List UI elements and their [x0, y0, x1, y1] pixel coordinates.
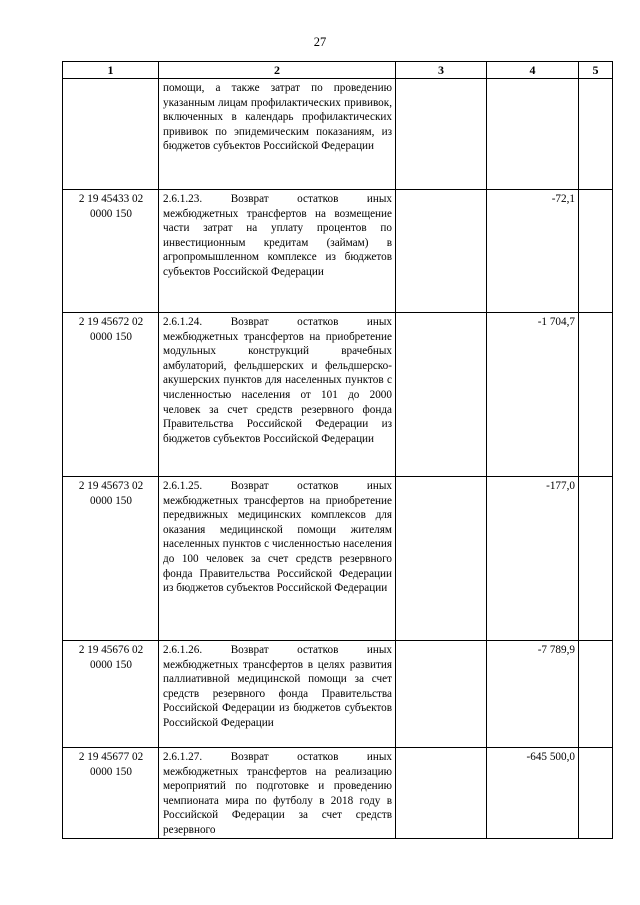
amount-cell: -7 789,9 — [487, 641, 579, 748]
header-col-3: 3 — [396, 62, 487, 79]
col5-cell — [579, 477, 613, 641]
table-row — [63, 313, 613, 477]
item-description: 2.6.1.27. Возврат остатков иных межбюджетных трансфертов на реализацию мероприятий по подготовке и проведению чемпионата мира по футболу в 2018 году в Российской Федерации за счет средств резервного — [159, 748, 396, 839]
budget-table — [62, 61, 613, 839]
budget-code: 2 19 45676 02 0000 150 — [63, 641, 159, 748]
header-col-4: 4 — [487, 62, 579, 79]
table-row — [63, 190, 613, 313]
col5-cell — [579, 641, 613, 748]
header-row — [63, 62, 613, 79]
amount-cell: -1 704,7 — [487, 313, 579, 477]
amount-cell: -645 500,0 — [487, 748, 579, 839]
item-description: 2.6.1.26. Возврат остатков иных межбюджетных трансфертов в целях развития паллиативной медицинской помощи за счет средств резервного фонда Правительства Российской Федерации из бюджетов субъектов Российской Федерации — [159, 641, 396, 748]
table-row — [63, 477, 613, 641]
amount-cell: -177,0 — [487, 477, 579, 641]
budget-code: 2 19 45673 02 0000 150 — [63, 477, 159, 641]
col3-cell — [396, 313, 487, 477]
col5-cell — [579, 313, 613, 477]
page-number: 27 — [313, 35, 327, 49]
col5-cell — [579, 190, 613, 313]
budget-code: 2 19 45677 02 0000 150 — [63, 748, 159, 839]
col5-cell — [579, 748, 613, 839]
header-col-1: 1 — [63, 62, 159, 79]
col3-cell — [396, 477, 487, 641]
budget-code: 2 19 45672 02 0000 150 — [63, 313, 159, 477]
header-col-5: 5 — [579, 62, 613, 79]
col3-cell — [396, 748, 487, 839]
amount-cell — [487, 79, 579, 190]
item-description: 2.6.1.24. Возврат остатков иных межбюджетных трансфертов на приобретение модульных конструкций врачебных амбулаторий, фельдшерских и фельдшерско-акушерских пунктов для населенных пунктов с численностью населения от 101 до 2000 человек за счет средств резервного фонда Правительства Российской Федерации из бюджетов субъектов Российской Федерации — [159, 313, 396, 477]
col3-cell — [396, 190, 487, 313]
header-col-2: 2 — [159, 62, 396, 79]
table-row — [63, 748, 613, 839]
budget-code — [63, 79, 159, 190]
col5-cell — [579, 79, 613, 190]
item-description: 2.6.1.23. Возврат остатков иных межбюджетных трансфертов на возмещение части затрат на уплату процентов по инвестиционным кредитам (займам) в агропромышленном комплексе из бюджетов субъектов Российской Федерации — [159, 190, 396, 313]
amount-cell: -72,1 — [487, 190, 579, 313]
item-description: помощи, а также затрат по проведению указанным лицам профилактических прививок, включенных в календарь профилактических прививок по эпидемическим показаниям, из бюджетов субъектов Российской Федерации — [159, 79, 396, 190]
item-description: 2.6.1.25. Возврат остатков иных межбюджетных трансфертов на приобретение передвижных медицинских комплексов для оказания медицинской помощи жителям населенных пунктов с численностью населения до 100 человек за счет средств резервного фонда Правительства Российской Федерации из бюджетов субъектов Российской Федерации — [159, 477, 396, 641]
table-row — [63, 641, 613, 748]
col3-cell — [396, 79, 487, 190]
table-row — [63, 79, 613, 190]
budget-code: 2 19 45433 02 0000 150 — [63, 190, 159, 313]
col3-cell — [396, 641, 487, 748]
